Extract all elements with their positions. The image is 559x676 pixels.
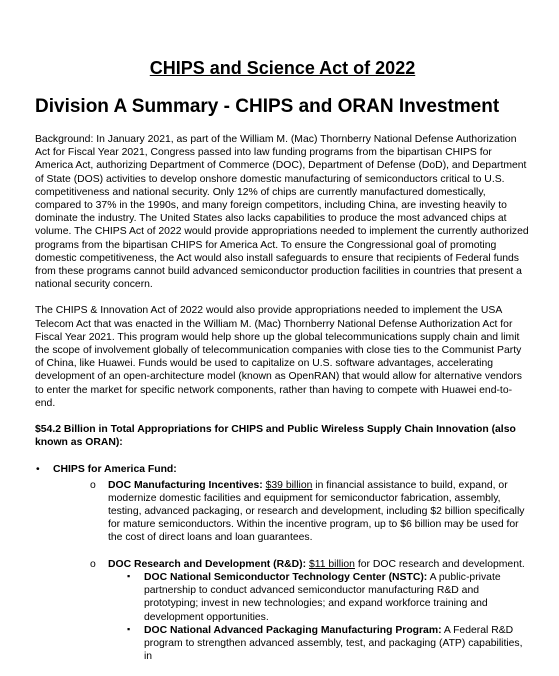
- appropriations-heading: $54.2 Billion in Total Appropriations for CHIPS and Public Wireless Supply Chain Innovation (also known as ORAN):: [35, 424, 516, 449]
- item-label: DOC Manufacturing Incentives:: [108, 479, 263, 491]
- item-amount: $39 billion: [265, 479, 313, 491]
- list-item: [90, 479, 530, 545]
- oran-paragraph: The CHIPS & Innovation Act of 2022 would also provide appropriations needed to implement the USA Telecom Act that was enacted in the William M. (Mac) Thornberry National Defense Authorization Act for Fiscal Year 2021. This program would help shore up the global telecommunications supply chain and limit the scope of involvement globally of telecommunication companies with close ties to the Communist Party of China, like Huawei. Funds would be used to capitalize on U.S. software advantages, accelerating development of an open-architecture model (known as OpenRAN) that would allow for alternative vendors to enter the market for specific network components, rather than having to compete with Huawei end-to-end.: [35, 305, 522, 409]
- subitem-label: DOC National Advanced Packaging Manufacturing Program:: [144, 624, 442, 636]
- fund-list: [35, 463, 530, 663]
- fund-list-item: [35, 463, 530, 663]
- list-item: [90, 558, 530, 664]
- circle-bullet-icon: o: [90, 479, 96, 491]
- item-text: in financial assistance to build, expand, or modernize domestic facilities and equipment for semiconductor fabrication, assembly, testing, advanced packaging, or research and development, including $2 billion specifically for mature semiconductors. Within the incentive program, up to $6 billion may be used for the cost of direct loans and loan guarantees.: [108, 479, 525, 544]
- list-item: [126, 624, 530, 664]
- circle-bullet-icon: o: [90, 558, 96, 570]
- document-subtitle: Division A Summary - CHIPS and ORAN Investment: [35, 96, 500, 117]
- fund-label: CHIPS for America Fund:: [53, 464, 177, 476]
- square-bullet-icon: ▪: [127, 570, 131, 581]
- subitem-label: DOC National Semiconductor Technology Center (NSTC):: [144, 571, 428, 583]
- subitem-text: A Federal R&D program to strengthen advanced assembly, test, and packaging (ATP) capabilities, in: [144, 624, 523, 663]
- square-bullet-icon: ▪: [127, 623, 131, 634]
- bullet-icon: •: [36, 464, 40, 476]
- item-amount: $11 billion: [308, 558, 355, 570]
- fund-sublist: [53, 479, 530, 664]
- list-item: [126, 571, 530, 624]
- document-title: CHIPS and Science Act of 2022: [149, 58, 416, 78]
- background-paragraph: Background: In January 2021, as part of the William M. (Mac) Thornberry National Defense Authorization Act for Fiscal Year 2021, Congress passed into law funding programs from the bipartisan CHIPS for America Act, authorizing Department of Commerce (DOC), Department of Defense (DoD), and Department of State (DOS) activities to develop onshore domestic manufacturing of semiconductors critical to U.S. competitiveness and national security. Only 12% of chips are currently manufactured domestically, compared to 37% in the 1990s, and many foreign competitors, including China, are investing heavily to dominate the industry. The United States also lacks capabilities to produce the most advanced chips at volume. The CHIPS Act of 2022 would provide appropriations needed to implement the currently authorized programs from the bipartisan CHIPS for America Act. To ensure the Congressional goal of promoting domestic competitiveness, the Act would also install safeguards to ensure that recipients of Federal funds from these programs cannot build advanced semiconductor production facilities in countries that present a national security concern.: [35, 134, 529, 291]
- rd-sublist: [108, 571, 530, 663]
- subitem-text: A public-private partnership to conduct advanced semiconductor manufacturing R&D and prototyping; invest in new technologies; and expand workforce training and development opportunities.: [144, 571, 501, 623]
- item-text: for DOC research and development.: [354, 558, 525, 570]
- document-page: [35, 0, 530, 676]
- item-label: DOC Research and Development (R&D):: [108, 558, 307, 570]
